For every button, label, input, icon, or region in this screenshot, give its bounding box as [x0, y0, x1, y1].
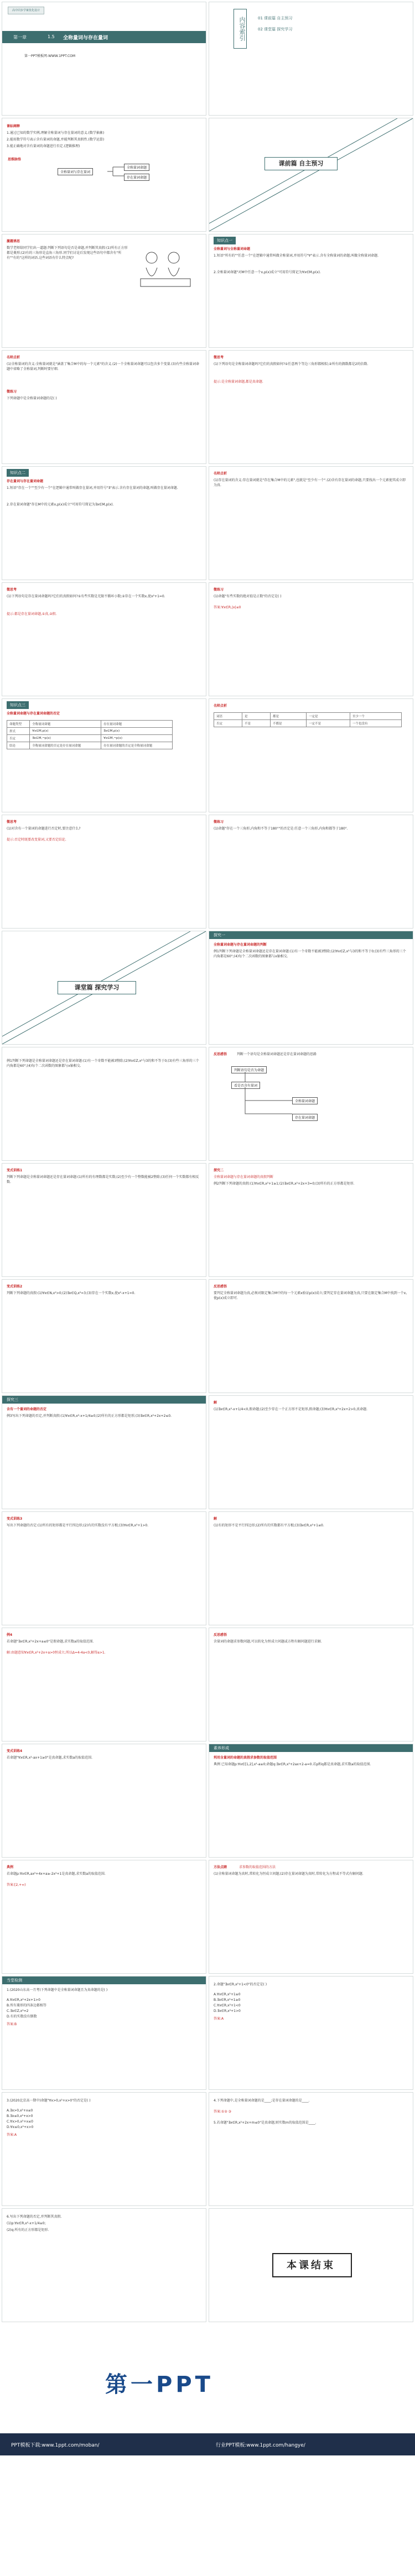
- check-2-option-d: D.∃x∈R,x²+1>0: [214, 2009, 241, 2013]
- slide-3-objectives: [2, 118, 206, 231]
- explore-2-title: 全称量词命题与存在量词命题的真假判断: [214, 1175, 274, 1179]
- table-cell: 形式: [7, 728, 30, 735]
- table-cell: 一个也没有: [350, 720, 401, 727]
- method-text: (1)全称量词命题为真时,常转化为恒成立问题;(2)存在量词命题为真时,常转化为方程或不等式有解问题.: [214, 1872, 364, 1876]
- slide-10-teacher-note: [209, 467, 413, 580]
- slide-9-knowledge-2: [2, 467, 206, 580]
- slide-33-typical-example: [2, 1860, 206, 1973]
- teacher-note-label: 名师点析: [7, 356, 20, 359]
- variant-2-text: 判断下列命题的真假:(1)∀x∈N,x²>0;(2)∃x∈Q,x²=3;(3)存在一个实数x,使x²-x+1=0.: [7, 1291, 136, 1295]
- knowledge-3-tag: 知识点三: [7, 701, 29, 709]
- check-tag: 当堂检测: [7, 1978, 22, 1983]
- explore-1-text: 例1判断下列命题是全称量词命题还是存在量词命题:(1)有一个奇数不能被3整除;(2)∀x∈Z,x²与3的和不等于0;(3)有些三角形的三个内角都是60°;(4)每个二次函数的图象都与x轴相交.: [214, 950, 406, 958]
- slide-39-exercise-6: [2, 2209, 206, 2322]
- table-header: 命题类型: [7, 721, 30, 728]
- practice-label: 微练习: [7, 390, 17, 394]
- explore-3-bar: [2, 1396, 206, 1404]
- flow-box-3: 全称量词命题: [292, 1097, 318, 1104]
- table-header: 词语: [214, 713, 242, 720]
- check-3-option-a: A.∃x>0,x²+x≤0: [7, 2109, 33, 2113]
- exercise-6-line-2: (1)p:∀x∈R,x²-x+1/4≥0;: [7, 2222, 46, 2225]
- slide-40-end: [209, 2209, 413, 2322]
- example-4-label: 例4: [7, 1633, 13, 1637]
- variant-4-label: 变式训练4: [7, 1749, 23, 1753]
- explore-1-title: 全称量词命题与存在量词命题的判断: [214, 943, 267, 947]
- chapter-label: 第一章: [13, 35, 27, 40]
- students-illustration: [135, 246, 196, 290]
- check-2-option-a: A.∀x∈R,x²+1≥0: [214, 1993, 241, 1996]
- lesson-title: 全称量词与存在量词: [63, 35, 108, 41]
- table-header: 全称量词命题: [30, 721, 101, 728]
- flow-box-4: 存在量词命题: [292, 1114, 318, 1121]
- table-header: 是: [242, 713, 270, 720]
- check-bar: [2, 1977, 206, 1984]
- solution-3-label: 解: [214, 1401, 217, 1405]
- table-cell: 否定: [214, 720, 242, 727]
- check-4-question: 4.下列命题中,是全称量词命题的是____;是存在量词命题的是____.: [214, 2099, 310, 2103]
- reflection-3-text: 含量词的命题求参数问题,可以转化为恒成立问题或方程有解问题进行求解.: [214, 1640, 322, 1644]
- flow-arrows: [242, 1072, 298, 1122]
- table-cell: 全称量词命题的否定是存在量词命题: [30, 742, 101, 749]
- slide-19-answers: [2, 1047, 206, 1160]
- contents-item-2[interactable]: 02 课堂篇 探究学习: [258, 27, 293, 32]
- knowledge-3-title: 全称量词命题与存在量词命题的否定: [7, 712, 60, 716]
- thinking-2-answer: 提示:都是存在量词命题,①真,②假.: [7, 612, 57, 616]
- table-cell: 不都是: [270, 720, 306, 727]
- practice-3-label: 微练习: [214, 820, 224, 824]
- knowledge-2-title: 存在量词与存在量词命题: [7, 479, 44, 483]
- concept-box-universal: 全称量词命题: [124, 164, 149, 171]
- section-number: 1.5: [48, 34, 55, 39]
- slide-4-preview-title: [209, 118, 413, 231]
- word-negation-table: [214, 712, 402, 727]
- slide-1-cover: [2, 2, 206, 115]
- motivation-label: 激趣诱思: [7, 239, 20, 243]
- check-1-option-c: C.∃x∈Z,x²=2: [7, 2009, 29, 2013]
- table-cell: 不是: [242, 720, 270, 727]
- explore-1-tag: 探究一: [214, 933, 225, 937]
- slide-23-variant-2: [2, 1280, 206, 1393]
- check-2-question: 2.命题"∃x∈R,x²+1<0"的否定是( ): [214, 1983, 267, 1986]
- title-band: [2, 31, 206, 43]
- solution-variant-3-text: (1)有的矩形不是平行四边形;(2)所有的实数都有平方根;(3)∃x∈R,x²+1≤0.: [214, 1524, 324, 1527]
- slide-20-reflection-flow: [209, 1047, 413, 1160]
- slide-28-solution-variant-3: [209, 1512, 413, 1625]
- table-cell: 一定不是: [306, 720, 350, 727]
- check-5-question: 5.若命题"∃x∈R,x²+2x+m≤0"是真命题,则实数m的取值范围是____.: [214, 2121, 317, 2125]
- footer-link-left[interactable]: PPT模板下载:www.1ppt.com/moban/: [11, 2443, 100, 2448]
- slide-15-thinking: [2, 815, 206, 928]
- mindmap-connector: [107, 165, 124, 178]
- slide-31-variant-4: [2, 1744, 206, 1857]
- variant-3-label: 变式训练3: [7, 1517, 23, 1521]
- end-title: 本课结束: [287, 2260, 335, 2271]
- slide-8-thinking: [209, 351, 413, 463]
- slide-37-check-3: [2, 2093, 206, 2205]
- explore-3-tag: 探究三: [7, 1397, 18, 1402]
- table-cell: ∃x∈M,p(x): [101, 728, 173, 735]
- slide-footer: 第一PPT模板网-WWW.1PPT.COM: [24, 54, 76, 58]
- literacy-title: 利用含量词的命题的真假求参数的取值范围: [214, 1756, 277, 1760]
- knowledge-1-text: 1.短语"所有的""任意一个"在逻辑中通常叫做全称量词,并用符号"∀"表示.含有全称量词的命题,叫做全称量词命题.: [214, 254, 379, 258]
- slide-18-explore-1: [209, 931, 413, 1044]
- literacy-tag: 素养形成: [214, 1746, 229, 1750]
- exercise-6-line-3: (2)q:所有的正方形都是矩形.: [7, 2228, 49, 2232]
- table-header-row: [214, 713, 402, 720]
- practice-2-label: 微练习: [214, 588, 224, 592]
- thinking-2-text: (1)下列语句是存在量词命题吗?它们的真假如何?①有些实数是无限不循环小数;②存在一个实数x,使x²+1=0.: [7, 595, 165, 598]
- concept-box-existential: 存在量词命题: [124, 174, 149, 181]
- teacher-note-2-label: 名师点析: [214, 472, 227, 476]
- table-cell: ∀x∈M,p(x): [30, 728, 101, 735]
- typical-example-label: 典例: [7, 1865, 14, 1869]
- check-3-answer: 答案:A: [7, 2133, 17, 2137]
- check-3-option-b: B.∃x≤0,x²+x>0: [7, 2114, 33, 2118]
- check-3-option-d: D.∀x≤0,x²+x>0: [7, 2125, 34, 2129]
- answers-text: 例1判断下列命题是全称量词命题还是存在量词命题:(1)有一个奇数不能被3整除;(2)∀x∈Z,x²与3的和不等于0;(3)有些三角形的三个内角都是60°;(4)每个二次函数的图象都与x轴相交.: [7, 1059, 199, 1068]
- knowledge-1-text-2: 2.全称量词命题"对M中任意一个x,p(x)成立"可用符号简记为∀x∈M,p(x).: [214, 270, 321, 274]
- slide-36-check-2: [209, 1977, 413, 2089]
- teacher-note-2-text: (1)存在量词的含义:存在量词就是"存在集合M中的元素",也就是"至少有一个".(2)含有存在量词的命题,只要找出一个元素使其成立即为真.: [214, 478, 406, 487]
- explore-2-text: 例2判断下列命题的真假:(1)∀x∈R,x²+1≥1;(2)∃x∈R,x²+2x+3=0;(3)所有的正方形都是矩形.: [214, 1182, 355, 1186]
- check-3-option-c: C.∀x>0,x²+x≤0: [7, 2120, 33, 2124]
- slide-32-literacy: [209, 1744, 413, 1857]
- variant-1-text: 判断下列命题是全称量词命题还是存在量词命题:(1)所有的有理数都是实数;(2)至少有一个整数能被2整除;(3)任何一个实数都有相反数.: [7, 1175, 199, 1184]
- explore-2-tag: 探究二: [214, 1169, 224, 1172]
- thinking-label: 微思考: [214, 356, 224, 359]
- table-cell: ∀x∈M,¬p(x): [101, 735, 173, 742]
- check-2-answer: 答案:A: [214, 2017, 224, 2021]
- method-title: 求参数的取值范围的方法: [239, 1865, 276, 1869]
- negation-table: [7, 720, 173, 749]
- slide-24-reflection-2: [209, 1280, 413, 1393]
- check-1-option-b: B.所有菱形的四条边都相等: [7, 2004, 47, 2007]
- objective-line-2: 2.能用数学符号表示含有量词的命题,并能判断其真假性.(数学运算): [7, 138, 105, 142]
- solution-3-text: (1)∃x∈R,x²-x+1/4<0,假命题;(2)至少存在一个正方形不是矩形,假命题;(3)∀x∈R,x²+2x+2>0,真命题.: [214, 1407, 368, 1411]
- brand-footer-bar: [0, 2433, 415, 2455]
- explore-1-bar: [209, 931, 413, 939]
- concept-box-quantifiers: 全称量词与存在量词: [58, 168, 93, 175]
- method-label: 方法点睛: [214, 1865, 227, 1869]
- slide-34-method: [209, 1860, 413, 1973]
- table-cell: 存在量词命题的否定是全称量词命题: [101, 742, 173, 749]
- check-1-option-a: A.∀x∈R,x²+2x+1>0: [7, 1998, 40, 2002]
- table-header: 都是: [270, 713, 306, 720]
- reflection-1-label: 反思感悟: [214, 1052, 227, 1056]
- typical-example-answer: 答案:[2,+∞): [7, 1883, 26, 1887]
- exercise-6-line-1: 6.写出下列命题的否定,并判断其真假.: [7, 2215, 62, 2219]
- series-logo: 高中同步学案优化设计: [8, 7, 44, 14]
- knowledge-2-text-2: 2.存在量词命题"存在M中的元素x,p(x)成立"可用符号简记为∃x∈M,p(x).: [7, 503, 114, 507]
- slide-22-explore-2: [209, 1164, 413, 1276]
- slide-16-practice: [209, 815, 413, 928]
- typical-example-text: 若命题p:∀x∈R,ax²+4x+a≥-2x²+1是真命题,求实数a的取值范围.: [7, 1872, 106, 1876]
- slide-13-negation-table: [2, 699, 206, 812]
- table-cell: 结论: [7, 742, 30, 749]
- knowledge-1-title: 全称量词与全称量词命题: [214, 247, 251, 251]
- table-cell: ∃x∈M,¬p(x): [30, 735, 101, 742]
- knowledge-1-tag: 知识点一: [214, 237, 236, 244]
- check-4-answer: 答案:①② ③: [214, 2110, 232, 2114]
- objectives-label: 课标阐释: [7, 124, 20, 128]
- reflection-2-text: 要判定全称量词命题为真,必须对限定集合M中的每一个元素x验证p(x)成立;要判定存在量词命题为真,只要在限定集合M中找到一个x,使p(x)成立即可.: [214, 1291, 407, 1300]
- practice-text: 下列命题中是全称量词命题的是( ): [7, 397, 57, 400]
- section-title: 课前篇 自主预习: [264, 157, 338, 170]
- slide-30-reflection-3: [209, 1628, 413, 1741]
- variant-4-text: 若命题"∀x∈R,x²-ax+1≥0"是真命题,求实数a的取值范围.: [7, 1756, 93, 1760]
- slide-21-variant-1: [2, 1164, 206, 1276]
- check-3-question: 3.(2020北京高一期中)命题"∀x>0,x²+x>0"的否定是( ): [7, 2099, 91, 2103]
- objective-line-3: 3.能正确地对含有量词的命题进行否定.(逻辑推理): [7, 144, 80, 148]
- thinking-answer: 提示:是全称量词命题,都是真命题.: [214, 380, 263, 384]
- variant-1-label: 变式训练1: [7, 1169, 23, 1172]
- practice-3-text: (1)命题"存在一个三角形,内角和不等于180°"的否定是:任意一个三角形,内角和都等于180°.: [214, 827, 348, 831]
- literacy-bar: [209, 1744, 413, 1752]
- reflection-2-label: 反思感悟: [214, 1285, 227, 1289]
- solution-variant-3-label: 解: [214, 1517, 217, 1521]
- thinking-3-label: 微思考: [7, 820, 17, 824]
- reflection-3-label: 反思感悟: [214, 1633, 227, 1637]
- table-cell: 否定: [7, 735, 30, 742]
- knowledge-2-text: 1.短语"存在一个""至少有一个"在逻辑中通常叫做存在量词,并用符号"∃"表示.含有存在量词的命题,叫做存在量词命题.: [7, 486, 178, 490]
- table-row: [7, 735, 173, 742]
- slide-6-knowledge-1: [209, 234, 413, 347]
- table-header-row: [7, 721, 173, 728]
- table-header: 至少一个: [350, 713, 401, 720]
- slide-2-contents: [209, 2, 413, 115]
- check-1-option-d: D.有的实数没有倒数: [7, 2015, 37, 2019]
- teacher-note-text: (1)全称量词的含义:全称量词就是"涵盖了集合M中的每一个元素"的含义.(2)一个全称量词命题可以包含多个变量.(3)有些全称量词命题中省略了全称量词,判断时要仔细.: [7, 362, 200, 371]
- motivation-text: 数学老师给同学们出一道题:判断下列语句是否是命题,并判断其真假:(1)所有正方形都是菱形;(2)有的三角形是直角三角形.同学们讨论后发现这些语句中都含有"所有""有的"这样的词语.这些词语有什么特点呢?: [7, 246, 128, 260]
- contents-vertical-title: 内容索引: [234, 9, 247, 49]
- slide-7-teacher-note: [2, 351, 206, 463]
- brand-banner: [0, 2328, 415, 2433]
- thinking-2-label: 微思考: [7, 588, 17, 592]
- table-header: 一定是: [306, 713, 350, 720]
- slide-12-practice: [209, 583, 413, 696]
- table-header: 存在量词命题: [101, 721, 173, 728]
- reflection-1-title: 判断一个语句是全称量词命题还是存在量词命题的思路: [237, 1052, 317, 1056]
- thinking-3-answer: 提示:否定时既要改变量词,又要否定结论.: [7, 838, 66, 842]
- flow-box-2: 看是否含有量词: [231, 1082, 260, 1089]
- mindmap-label: 思维脉络: [8, 158, 22, 161]
- slide-29-example-4: [2, 1628, 206, 1741]
- flow-box-1: 判断语句是否为命题: [231, 1066, 267, 1073]
- contents-item-1[interactable]: 01 课前篇 自主预习: [258, 16, 293, 20]
- slide-26-solution-3: [209, 1396, 413, 1509]
- example-4-answer: 解:由题意知∀x∈R,x²+2x+a>0恒成立,所以Δ=4-4a<0,解得a>1.: [7, 1651, 106, 1655]
- slide-25-explore-3: [2, 1396, 206, 1509]
- brand-logo: 第一PPT: [105, 2372, 214, 2397]
- slide-27-variant-3: [2, 1512, 206, 1625]
- table-row: [7, 742, 173, 749]
- check-2-option-b: B.∃x∈R,x²+1≥0: [214, 1998, 241, 2002]
- section-title: 课堂篇 探究学习: [58, 981, 136, 994]
- slide-35-check-1: [2, 1977, 206, 2089]
- literacy-text: 典例 已知命题p:∀x∈[1,2],x²-a≥0;命题q:∃x∈R,x²+2ax+2-a=0.若p和q都是真命题,求实数a的取值范围.: [214, 1762, 371, 1766]
- objective-line-1: 1.通过已知的数学实例,理解全称量词与存在量词的意义.(数学抽象): [7, 131, 105, 135]
- thinking-3-text: (1)对含有一个量词的命题进行否定时,要注意什么?: [7, 827, 81, 831]
- slide-11-thinking: [2, 583, 206, 696]
- variant-2-label: 变式训练2: [7, 1285, 23, 1289]
- diagonal-lines: [209, 118, 413, 231]
- teacher-note-3-label: 名师点析: [214, 704, 227, 708]
- practice-2-text: (1)命题"有些实数的绝对值是正数"的否定是( ): [214, 595, 282, 598]
- check-1-question: 1.(2020山东高一月考)下列命题中是全称量词命题且为真命题的是( ): [7, 1988, 108, 1992]
- variant-3-text: 写出下列命题的否定:(1)所有的矩形都是平行四边形;(2)有的实数没有平方根;(3)∀x∈R,x²+1>0.: [7, 1524, 149, 1527]
- table-row: [7, 728, 173, 735]
- practice-2-answer: 答案:∀x∈R,|x|≤0: [214, 606, 241, 609]
- footer-link-right[interactable]: 行业PPT模板:www.1ppt.com/hangye/: [216, 2443, 305, 2448]
- check-2-option-c: C.∀x∈R,x²+1<0: [214, 2004, 241, 2007]
- check-1-answer: 答案:B: [7, 2022, 17, 2026]
- knowledge-2-tag: 知识点二: [7, 469, 29, 477]
- slide-14-word-negation: [209, 699, 413, 812]
- table-row: [214, 720, 402, 727]
- slide-5-motivation: [2, 234, 206, 347]
- example-4-text: 若命题"∃x∈R,x²+2x+a≤0"是假命题,求实数a的取值范围.: [7, 1640, 94, 1644]
- slide-17-class-title: [2, 931, 206, 1044]
- slide-38-check-4: [209, 2093, 413, 2205]
- thinking-text: (1)下列语句是全称量词命题吗?它们的真假如何?①任意两个等边三角形都相似;②所有的偶数都是2的倍数.: [214, 362, 369, 366]
- explore-3-title: 含有一个量词的命题的否定: [7, 1407, 47, 1411]
- explore-3-text: 例3写出下列命题的否定,并判断真假:(1)∀x∈R,x²-x+1/4≥0;(2)所有的正方形都是矩形;(3)∃x∈R,x²+2x+2≤0.: [7, 1414, 172, 1418]
